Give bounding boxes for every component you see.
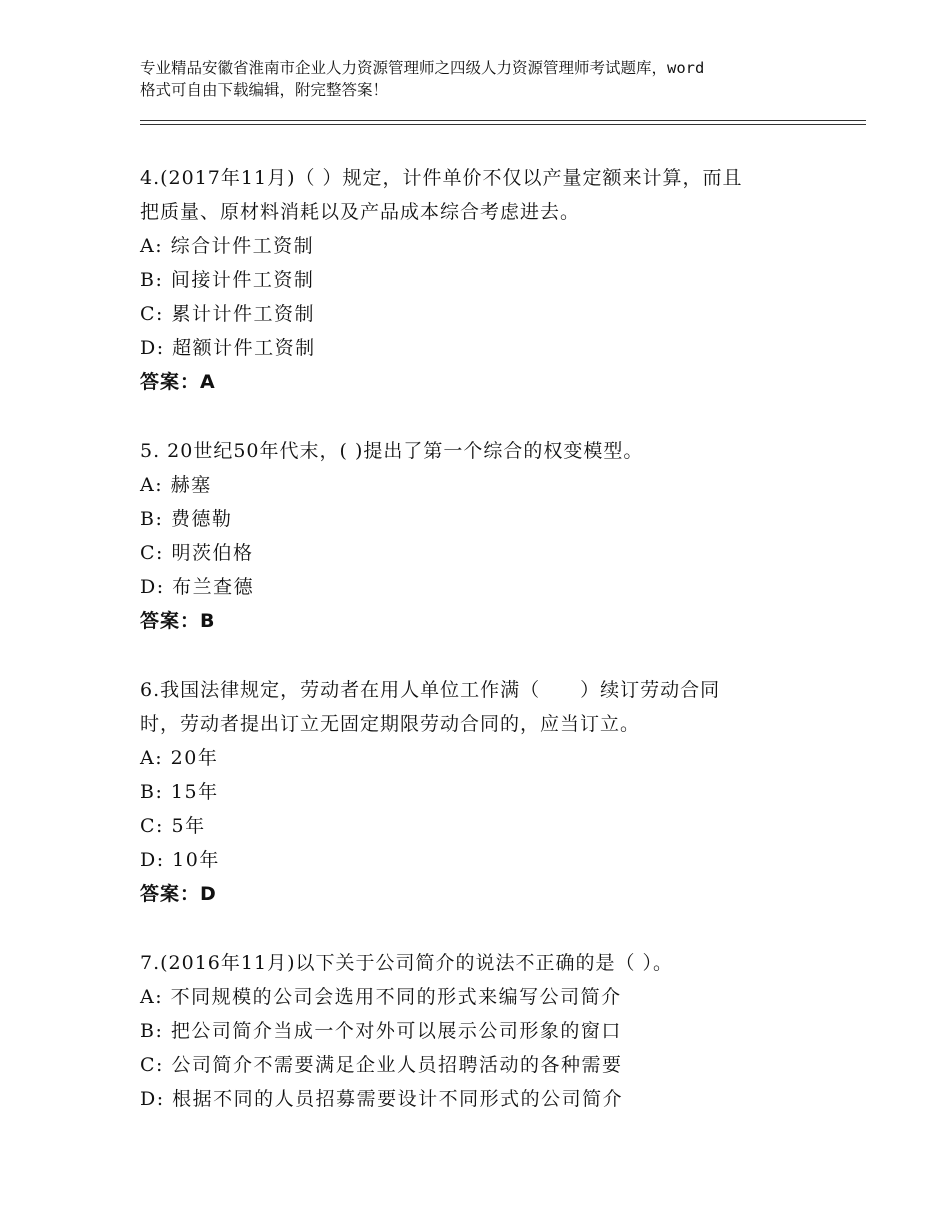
option-d: D: 超额计件工资制 [140, 337, 316, 359]
option-a: A: 综合计件工资制 [140, 235, 315, 257]
option-a: A: 20年 [140, 747, 219, 769]
option-d: D: 布兰查德 [140, 576, 255, 598]
answer: 答案：B [140, 610, 216, 632]
question-stem-line-2: 把质量、原材料消耗以及产品成本综合考虑进去。 [140, 201, 581, 223]
header-line-1: 专业精品安徽省淮南市企业人力资源管理师之四级人力资源管理师考试题库，word [140, 59, 705, 77]
answer: 答案：D [140, 883, 217, 905]
header-line-2: 格式可自由下载编辑，附完整答案！ [140, 81, 389, 99]
option-a: A: 赫塞 [140, 474, 212, 496]
question-7 [140, 946, 820, 1116]
option-b: B: 15年 [140, 781, 219, 803]
document-header [140, 57, 840, 101]
option-b: B: 费德勒 [140, 508, 233, 530]
question-stem-line-2: 时，劳动者提出订立无固定期限劳动合同的，应当订立。 [140, 713, 641, 735]
header-rule-top [140, 120, 866, 121]
question-5 [140, 434, 820, 638]
question-6 [140, 673, 820, 911]
option-c: C: 5年 [140, 815, 206, 837]
question-stem-line-1: 7.(2016年11月)以下关于公司简介的说法不正确的是（ ）。 [140, 952, 674, 974]
question-4 [140, 161, 820, 399]
option-b: B: 把公司简介当成一个对外可以展示公司形象的窗口 [140, 1020, 622, 1042]
option-d: D: 根据不同的人员招募需要设计不同形式的公司简介 [140, 1088, 624, 1110]
option-c: C: 累计计件工资制 [140, 303, 315, 325]
question-stem-line-1: 6.我国法律规定，劳动者在用人单位工作满（ ）续订劳动合同 [140, 679, 721, 701]
option-a: A: 不同规模的公司会选用不同的形式来编写公司简介 [140, 986, 622, 1008]
option-c: C: 明茨伯格 [140, 542, 254, 564]
header-rule-bottom [140, 124, 866, 125]
question-stem-line-1: 4.(2017年11月)（ ）规定，计件单价不仅以产量定额来计算，而且 [140, 167, 743, 189]
option-b: B: 间接计件工资制 [140, 269, 315, 291]
option-d: D: 10年 [140, 849, 220, 871]
option-c: C: 公司简介不需要满足企业人员招聘活动的各种需要 [140, 1054, 623, 1076]
answer: 答案：A [140, 371, 216, 393]
question-stem-line-1: 5. 20世纪50年代末，( )提出了第一个综合的权变模型。 [140, 440, 644, 462]
